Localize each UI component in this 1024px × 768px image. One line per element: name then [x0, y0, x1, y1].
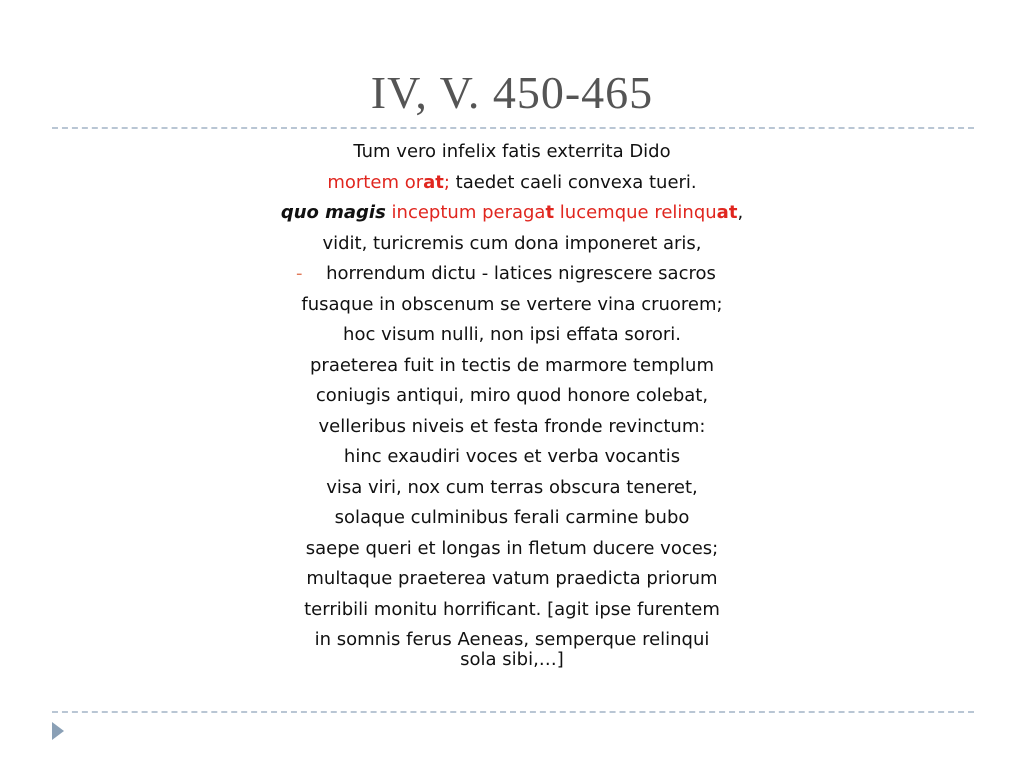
- verse-2-part-d: taedet caeli convexa tueri.: [449, 171, 697, 193]
- verse-line-6: fusaque in obscenum se vertere vina cruorem;: [301, 293, 723, 315]
- verse-line-14: saepe queri et longas in fletum ducere voces;: [305, 537, 719, 559]
- verse-3-part-c: t: [545, 202, 555, 223]
- verse-line-15: multaque praeterea vatum praedicta priorum: [306, 568, 718, 589]
- verse-2-part-c: ;: [443, 171, 450, 193]
- verse-line-10: velleribus niveis et festa fronde revinctum:: [318, 415, 706, 437]
- title-divider: [52, 127, 974, 129]
- verse-line-13: solaque culminibus ferali carmine bubo: [334, 507, 690, 528]
- verse-line-17: in somnis ferus Aeneas, semperque relinqui: [314, 629, 710, 650]
- verse-line-5: [0, 259, 1024, 290]
- verse-line-2: [0, 168, 1024, 199]
- verse-line-11: hinc exaudiri voces et verba vocantis: [343, 446, 681, 467]
- verse-3-part-b: inceptum peraga: [385, 202, 546, 223]
- verse-2-part-a: mortem or: [327, 171, 424, 193]
- verse-2-part-b: at: [423, 171, 444, 193]
- verse-3-part-e: at: [716, 202, 738, 223]
- verse-line-9: coniugis antiqui, miro quod honore colebat,: [315, 385, 709, 406]
- verse-line-18: sola sibi,…]: [460, 648, 564, 670]
- verse-3-part-d: lucemque relinqu: [554, 202, 717, 223]
- verse-line-16: terribili monitu horrificant. [agit ipse furentem: [304, 598, 720, 620]
- poem-text: [0, 137, 1024, 670]
- footer-divider: [52, 711, 974, 713]
- bullet-dash: -: [296, 263, 303, 284]
- verse-line-3: [0, 198, 1024, 229]
- slide-title: IV, V. 450-465: [370, 67, 654, 118]
- verse-line-12: visa viri, nox cum terras obscura teneret,: [326, 476, 698, 498]
- verse-line-1: Tum vero infelix fatis exterrita Dido: [353, 141, 671, 162]
- verse-line-7: hoc visum nulli, non ipsi effata sorori.: [343, 324, 681, 345]
- verse-3-part-a: quo magis: [280, 202, 386, 223]
- play-arrow-icon[interactable]: [52, 722, 64, 740]
- verse-line-4: vidit, turicremis cum dona imponeret aris,: [322, 232, 702, 254]
- verse-3-part-f: ,: [737, 202, 744, 223]
- verse-5-text: horrendum dictu - latices nigrescere sacros: [326, 263, 716, 284]
- verse-line-8: praeterea fuit in tectis de marmore templum: [310, 354, 714, 376]
